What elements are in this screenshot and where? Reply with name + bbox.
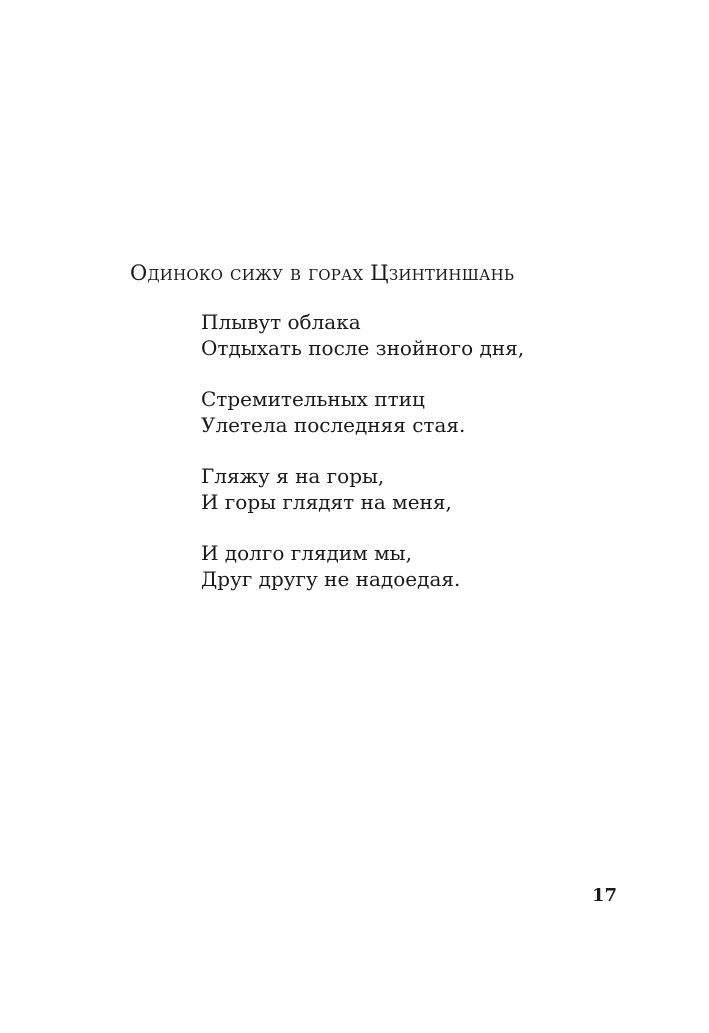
- stanza: [201, 463, 524, 515]
- stanza: [201, 540, 524, 592]
- stanza: [201, 309, 524, 361]
- poem-line: Друг другу не надоедая.: [201, 567, 461, 591]
- poem-line: Стремительных птиц: [201, 387, 425, 411]
- poem-body: [201, 309, 524, 617]
- poem-line: Отдыхать после знойного дня,: [201, 336, 525, 360]
- stanza: [201, 386, 524, 438]
- poem-line: Плывут облака: [201, 310, 361, 334]
- poem-title: Одиноко сижу в горах Цзинтиншань: [130, 261, 515, 285]
- poem-line: Улетела последняя стая.: [201, 413, 466, 437]
- poem-line: И долго глядим мы,: [201, 541, 412, 565]
- poem-line: Гляжу я на горы,: [201, 464, 385, 488]
- poem-line: И горы глядят на меня,: [201, 490, 452, 514]
- page-number: 17: [591, 885, 617, 906]
